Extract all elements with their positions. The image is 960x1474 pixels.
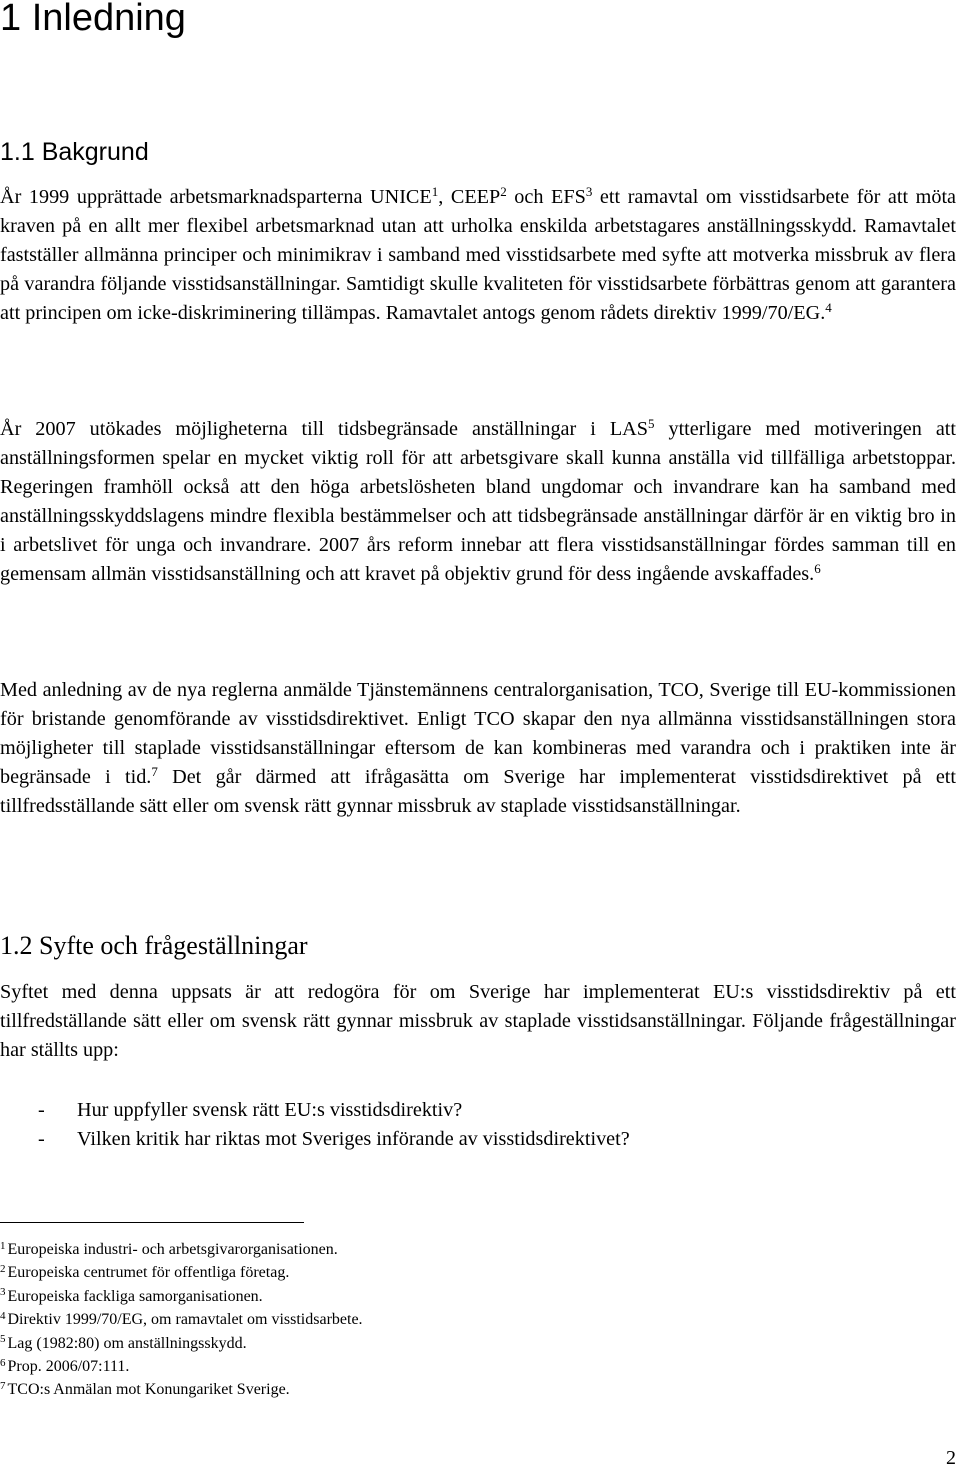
bullet-dash: - (38, 1099, 45, 1121)
footnote-ref-2: 2 (500, 183, 507, 199)
paragraph-bakgrund-3: Med anledning av de nya reglerna anmälde Tjänstemännens centralorganisation, TCO, Sverige till EU-kommissionen för bristande genomförande av visstidsdirektivet. Enligt TCO skapar den nya allmänna visstidsanställningen stora möjligheter till staplade visstidsanställningar eftersom de kan kombineras med varandra och i praktiken inte är begränsade i tid.$^7$ Det går därmed att ifrågasätta om Sverige har implementerat visstidsdirektivet på ett tillfredsställande sätt eller om svensk rätt gynnar missbruk av staplade visstidsanställningar. (0, 679, 956, 817)
paragraph-bakgrund-1: År 1999 upprättade arbetsmarknadsparterna UNICE$^1$, CEEP$^2$ och EFS$^3$ ett ramavtal om visstidsarbete för att möta kraven på en allt mer flexibel arbetsmarknad utan att urholka enskilda arbetstagares anställningsskydd. Ramavtalet fastställer allmänna principer och minimikrav i samband med visstidsarbete med syfte att motverka missbruk av flera på varandra följande visstidsanställningar. Samtidigt skulle kvaliteten för visstidsarbete förbättras genom att garantera att principen om icke-diskriminering tillämpas. Ramavtalet antogs genom rådets direktiv 1999/70/EG.$^4$ (0, 183, 957, 324)
chapter-heading: 1 Inledning (0, 0, 186, 39)
paragraph-bakgrund-2: År 2007 utökades möjligheterna till tidsbegränsade anställningar i LAS$^5$ ytterligare med motiveringen att anställningsformen spelar en mycket viktig roll för att arbetsgivare skall kunna anställa vid tillfälliga arbetstoppar. Regeringen framhöll också att den höga arbetslösheten bland ungdomar och invandrare kan ha samband med anställningsskyddslagens mindre flexibla bestämmelser och att tidsbegränsade anställningar därför är en viktig bro in i arbetslivet för unga och invandrare. 2007 års reform innebar att flera visstidsanställningar fördes samman till en gemensam allmän visstidsanställning och att kravet på objektiv grund för dess ingående avskaffades.$^6$ (0, 415, 956, 585)
bullet-dash: - (38, 1128, 45, 1150)
paragraph-syfte: Syftet med denna uppsats är att redogöra för om Sverige har implementerat EU:s visstidsdirektiv på ett tillfredställande sätt eller om svensk rätt gynnar missbruk av staplade visstidsanställningar. Följande frågeställningar har ställts upp: (0, 981, 956, 1061)
footnotes-list (0, 1238, 363, 1402)
list-item: - Vilken kritik har riktas mot Sveriges införande av visstidsdirektivet? (0, 1125, 630, 1154)
footnote-ref-1: 1 (431, 183, 439, 199)
footnote: $^3$ Europeiska fackliga samorganisationen. (0, 1286, 263, 1305)
footnote: $^4$ Direktiv 1999/70/EG, om ramavtalet om visstidsarbete. (0, 1309, 363, 1329)
footnote-ref-6: 6 (814, 560, 821, 576)
footnote-ref-5: 5 (647, 415, 655, 431)
footnote: $^1$ Europeiska industri- och arbetsgivarorganisationen. (0, 1239, 338, 1258)
question-list (0, 1096, 630, 1154)
page-number: 2 (946, 1447, 956, 1469)
footnote-ref-3: 3 (585, 183, 593, 199)
footnote-ref-7: 7 (151, 763, 158, 779)
footnote-ref-4: 4 (825, 299, 832, 315)
list-item: - Hur uppfyller svensk rätt EU:s visstidsdirektiv? (0, 1096, 630, 1125)
section-heading-syfte: 1.2 Syfte och frågeställningar (0, 931, 308, 960)
section-heading-bakgrund: 1.1 Bakgrund (0, 138, 149, 166)
footnote: $^2$ Europeiska centrumet för offentliga företag. (0, 1262, 290, 1282)
footnote: $^7$ TCO:s Anmälan mot Konungariket Sverige. (0, 1379, 290, 1399)
footnote: $^6$ Prop. 2006/07:111. (0, 1356, 130, 1376)
footnote: $^5$ Lag (1982:80) om anställningsskydd. (0, 1333, 247, 1352)
footnote-separator (0, 1222, 304, 1223)
